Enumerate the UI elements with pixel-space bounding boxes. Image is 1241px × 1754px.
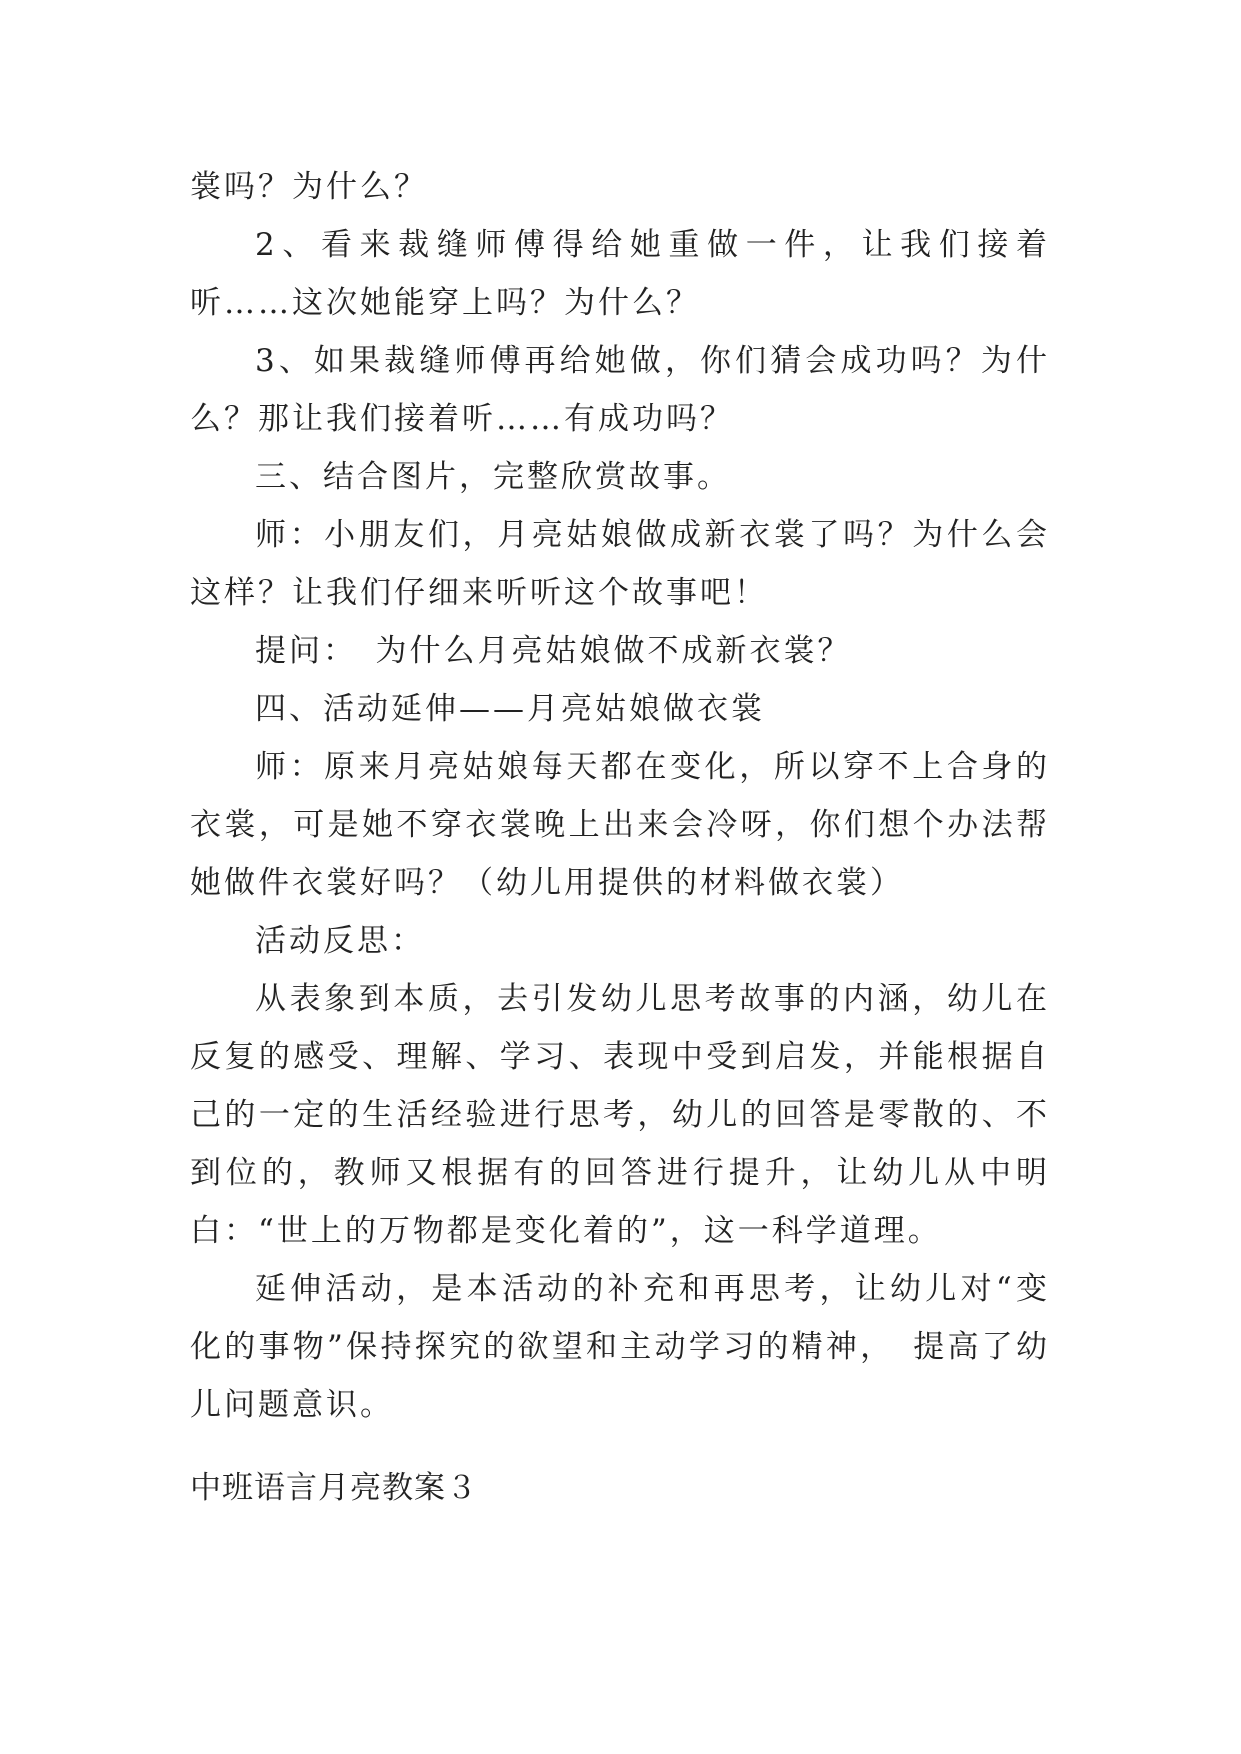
paragraph: 活动反思：	[255, 923, 425, 959]
document-body	[190, 158, 1050, 1434]
paragraph: 师：小朋友们，月亮姑娘做成新衣裳了吗？为什么会这样？让我们仔细来听听这个故事吧！	[190, 517, 1050, 611]
paragraph: 2、看来裁缝师傅得给她重做一件，让我们接着听……这次她能穿上吗？为什么？	[190, 227, 1050, 321]
paragraph: 裳吗？为什么？	[190, 169, 428, 205]
paragraph: 延伸活动，是本活动的补充和再思考，让幼儿对“变化的事物”保持探究的欲望和主动学习的精神， 提高了幼儿问题意识。	[190, 1271, 1050, 1423]
paragraph: 三、结合图片，完整欣赏故事。	[255, 459, 731, 495]
paragraph: 师：原来月亮姑娘每天都在变化，所以穿不上合身的衣裳，可是她不穿衣裳晚上出来会冷呀，你们想个办法帮她做件衣裳好吗？（幼儿用提供的材料做衣裳）	[190, 749, 1050, 901]
section-heading: 中班语言月亮教案３	[190, 1470, 478, 1506]
paragraph: 提问： 为什么月亮姑娘做不成新衣裳？	[255, 633, 852, 669]
paragraph: 3、如果裁缝师傅再给她做，你们猜会成功吗？为什么？那让我们接着听……有成功吗？	[190, 343, 1050, 437]
paragraph: 从表象到本质，去引发幼儿思考故事的内涵，幼儿在反复的感受、理解、学习、表现中受到启发，并能根据自己的一定的生活经验进行思考，幼儿的回答是零散的、不到位的，教师又根据有的回答进行提升，让幼儿从中明白：“世上的万物都是变化着的”，这一科学道理。	[190, 981, 1050, 1249]
paragraph: 四、活动延伸——月亮姑娘做衣裳	[255, 691, 765, 727]
